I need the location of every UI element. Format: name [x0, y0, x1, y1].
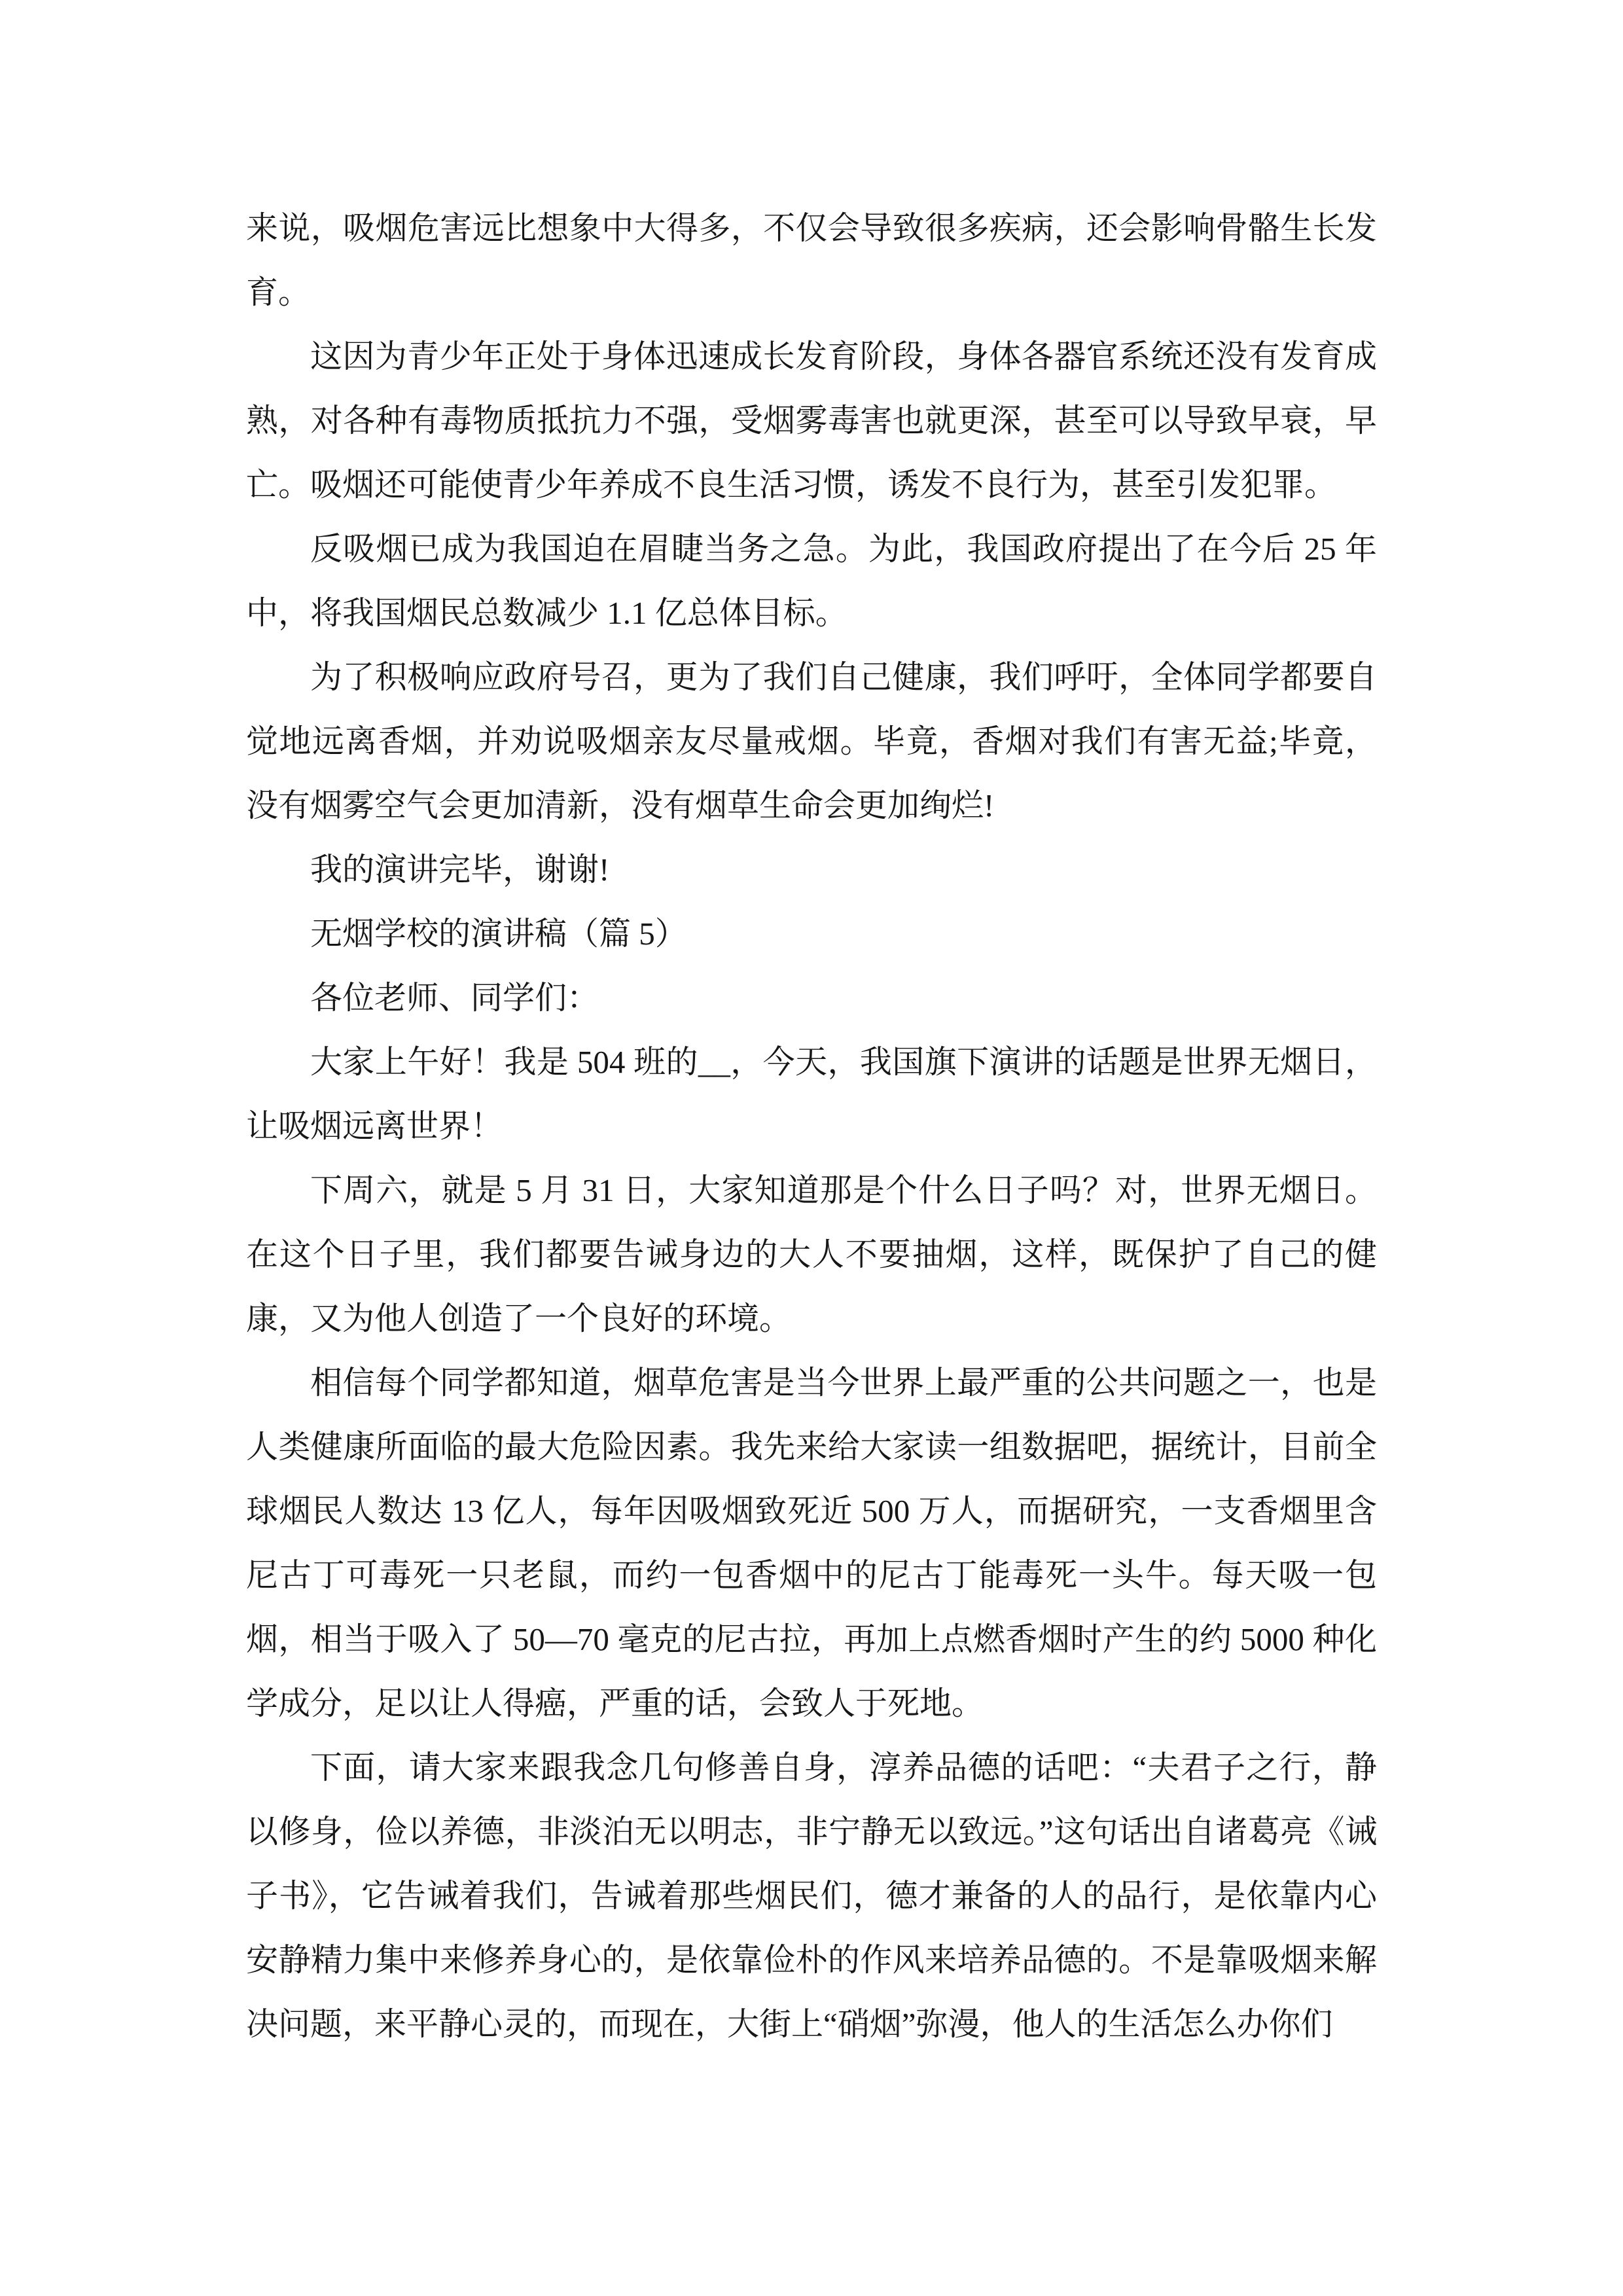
- paragraph: 为了积极响应政府号召，更为了我们自己健康，我们呼吁，全体同学都要自觉地远离香烟，并劝说吸烟亲友尽量戒烟。毕竟，香烟对我们有害无益;毕竟，没有烟雾空气会更加清新，没有烟草生命会更加绚烂!: [246, 659, 1377, 823]
- section-heading: 无烟学校的演讲稿（篇 5）: [310, 916, 687, 952]
- paragraph: 这因为青少年正处于身体迅速成长发育阶段，身体各器官系统还没有发育成熟，对各种有毒物质抵抗力不强，受烟雾毒害也就更深，甚至可以导致早衰，早亡。吸烟还可能使青少年养成不良生活习惯，诱发不良行为，甚至引发犯罪。: [246, 338, 1377, 503]
- paragraph: 来说，吸烟危害远比想象中大得多，不仅会导致很多疾病，还会影响骨骼生长发育。: [246, 210, 1377, 310]
- paragraph: 我的演讲完毕，谢谢!: [310, 852, 610, 888]
- paragraph: 下面，请大家来跟我念几句修善自身，淳养品德的话吧：“夫君子之行，静以修身，俭以养德，非淡泊无以明志，非宁静无以致远。”这句话出自诸葛亮《诫子书》，它告诫着我们，告诫着那些烟民们，德才兼备的人的品行，是依靠内心安静精力集中来修养身心的，是依靠俭朴的作风来培养品德的。不是靠吸烟来解决问题，来平静心灵的，而现在，大街上“硝烟”弥漫，他人的生活怎么办你们: [246, 1749, 1377, 2042]
- salutation: 各位老师、同学们：: [310, 980, 599, 1016]
- paragraph: 大家上午好！我是 504 班的__，今天，我国旗下演讲的话题是世界无烟日，让吸烟远离世界！: [246, 1044, 1377, 1144]
- paragraph: 相信每个同学都知道，烟草危害是当今世界上最严重的公共问题之一，也是人类健康所面临的最大危险因素。我先来给大家读一组数据吧，据统计，目前全球烟民人数达 13 亿人，每年因吸烟致死近 500 万人，而据研究，一支香烟里含尼古丁可毒死一只老鼠，而约一包香烟中的尼古丁能毒死一头牛。每天吸一包烟，相当于吸入了 50—70 毫克的尼古拉，再加上点燃香烟时产生的约 5000 种化学成分，足以让人得癌，严重的话，会致人于死地。: [246, 1365, 1377, 1721]
- paragraph: 下周六，就是 5 月 31 日，大家知道那是个什么日子吗？对，世界无烟日。在这个日子里，我们都要告诫身边的大人不要抽烟，这样，既保护了自己的健康，又为他人创造了一个良好的环境。: [246, 1172, 1377, 1336]
- paragraph: 反吸烟已成为我国迫在眉睫当务之急。为此，我国政府提出了在今后 25 年中，将我国烟民总数减少 1.1 亿总体目标。: [246, 531, 1377, 631]
